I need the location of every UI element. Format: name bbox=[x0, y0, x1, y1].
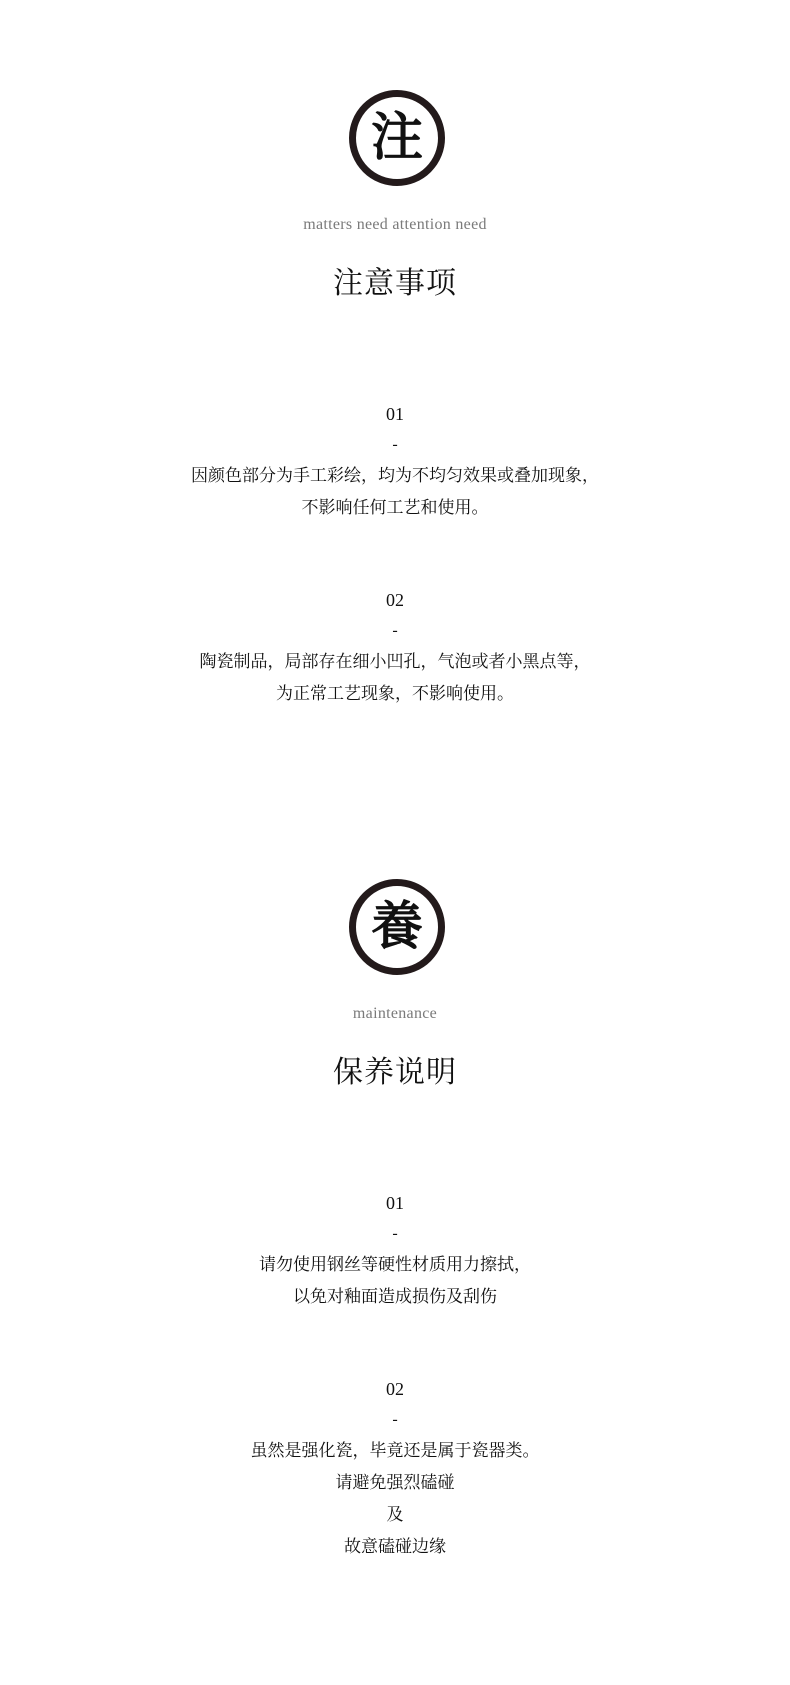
maintenance-emblem-char: 養 bbox=[370, 896, 423, 957]
item-line: 陶瓷制品，局部存在细小凹孔，气泡或者小黑点等， bbox=[199, 652, 591, 672]
item-line: 请避免强烈磕碰 bbox=[335, 1473, 455, 1493]
maintenance-emblem-icon bbox=[349, 879, 445, 975]
item-line: 及 bbox=[386, 1505, 404, 1525]
item-line: 为正常工艺现象，不影响使用。 bbox=[276, 684, 514, 704]
attention-emblem-char: 注 bbox=[370, 107, 423, 168]
item-number: 02 bbox=[386, 590, 404, 610]
item-dash: - bbox=[392, 436, 398, 453]
maintenance-item-01 bbox=[0, 1187, 790, 1313]
item-line: 故意磕碰边缘 bbox=[344, 1537, 446, 1557]
item-line: 请勿使用钢丝等硬性材质用力擦拭， bbox=[259, 1255, 531, 1275]
attention-title: 注意事项 bbox=[333, 266, 457, 301]
item-dash: - bbox=[392, 1225, 398, 1242]
maintenance-title: 保养说明 bbox=[333, 1055, 457, 1090]
maintenance-item-02 bbox=[0, 1373, 790, 1563]
attention-emblem-icon bbox=[349, 90, 445, 186]
attention-subtitle: matters need attention need bbox=[303, 216, 487, 233]
attention-item-02 bbox=[0, 584, 790, 710]
item-number: 01 bbox=[386, 404, 404, 424]
item-dash: - bbox=[392, 622, 398, 639]
item-line: 因颜色部分为手工彩绘，均为不均匀效果或叠加现象， bbox=[191, 466, 599, 486]
item-line: 以免对釉面造成损伤及刮伤 bbox=[293, 1287, 497, 1307]
item-line: 不影响任何工艺和使用。 bbox=[301, 498, 489, 518]
attention-item-01 bbox=[0, 398, 790, 524]
item-number: 01 bbox=[386, 1193, 404, 1213]
maintenance-subtitle: maintenance bbox=[352, 1005, 438, 1022]
item-number: 02 bbox=[386, 1379, 404, 1399]
item-dash: - bbox=[392, 1411, 398, 1428]
item-line: 虽然是强化瓷，毕竟还是属于瓷器类。 bbox=[250, 1441, 540, 1461]
